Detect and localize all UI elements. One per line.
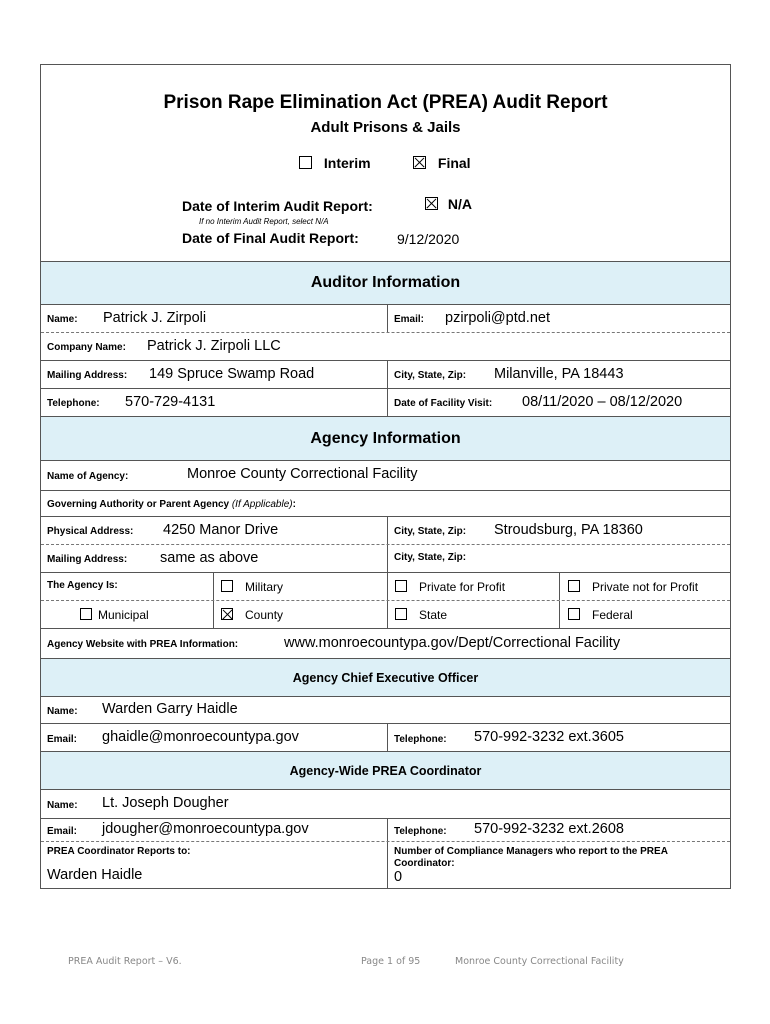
governing-authority-label: Governing Authority or Parent Agency (If Applicable): xyxy=(47,499,296,510)
ceo-section-title: Agency Chief Executive Officer xyxy=(292,670,479,685)
footer-facility: Monroe County Correctional Facility xyxy=(455,956,624,967)
ceo-name-row xyxy=(41,697,730,724)
coordinator-email-label: Email: xyxy=(47,826,78,837)
ceo-name: Warden Garry Haidle xyxy=(102,701,238,717)
auditor-phone-row xyxy=(41,389,730,417)
reports-to-label: PREA Coordinator Reports to: xyxy=(47,846,191,857)
company-label: Company Name: xyxy=(47,342,126,353)
coordinator-phone-label: Telephone: xyxy=(394,826,447,837)
private-profit-option[interactable]: Private for Profit xyxy=(395,580,505,594)
federal-checkbox[interactable] xyxy=(568,608,580,620)
ceo-phone: 570-992-3232 ext.3605 xyxy=(474,729,624,745)
coordinator-email: jdougher@monroecountypa.gov xyxy=(102,821,309,837)
agency-is-label: The Agency Is: xyxy=(47,580,118,591)
coordinator-section-title: Agency-Wide PREA Coordinator xyxy=(289,763,482,778)
auditor-mailing-address: 149 Spruce Swamp Road xyxy=(149,366,315,382)
na-label: N/A xyxy=(447,196,473,212)
date-final-value: 9/12/2020 xyxy=(397,231,460,247)
agency-type-row-1 xyxy=(41,573,730,601)
auditor-name: Patrick J. Zirpoli xyxy=(103,310,207,326)
federal-option[interactable]: Federal xyxy=(568,608,633,622)
ceo-phone-label: Telephone: xyxy=(394,734,447,745)
auditor-mailing-label: Mailing Address: xyxy=(47,370,128,381)
private-profit-checkbox[interactable] xyxy=(395,580,407,592)
agency-section-header xyxy=(41,417,730,461)
auditor-company-row xyxy=(41,333,730,361)
coordinator-phone: 570-992-3232 ext.2608 xyxy=(474,821,624,837)
report-title: Prison Rape Elimination Act (PREA) Audit Report xyxy=(163,92,608,113)
auditor-name-row xyxy=(41,305,730,333)
coordinator-name: Lt. Joseph Dougher xyxy=(102,795,229,811)
agency-csz-label: City, State, Zip: xyxy=(394,526,467,537)
managers-label-line-1: Number of Compliance Managers who report to the PREA xyxy=(394,846,668,857)
report-subtitle: Adult Prisons & Jails xyxy=(310,119,461,136)
auditor-email: pzirpoli@ptd.net xyxy=(445,310,550,326)
facility-visit-dates: 08/11/2020 – 08/12/2020 xyxy=(522,394,683,410)
ceo-section-header xyxy=(41,659,730,697)
ceo-email: ghaidle@monroecountypa.gov xyxy=(102,729,299,745)
municipal-option[interactable]: Municipal xyxy=(80,608,149,622)
company-name: Patrick J. Zirpoli LLC xyxy=(147,338,281,354)
physical-address-label: Physical Address: xyxy=(47,526,134,537)
interim-checkbox[interactable] xyxy=(299,156,312,169)
ceo-name-label: Name: xyxy=(47,706,78,717)
interim-option[interactable] xyxy=(299,155,371,171)
agency-name-label: Name of Agency: xyxy=(47,471,129,482)
footer-version: PREA Audit Report – V6. xyxy=(68,956,182,967)
interim-note: If no Interim Audit Report, select N/A xyxy=(199,217,329,226)
private-not-profit-checkbox[interactable] xyxy=(568,580,580,592)
audit-report-form xyxy=(40,64,731,889)
auditor-address-row xyxy=(41,361,730,389)
facility-visit-label: Date of Facility Visit: xyxy=(394,398,493,409)
agency-website[interactable]: www.monroecountypa.gov/Dept/Correctional Facility xyxy=(284,635,621,651)
auditor-section-header xyxy=(41,262,730,305)
agency-mailing-label: Mailing Address: xyxy=(47,554,128,565)
auditor-email-label: Email: xyxy=(394,314,425,325)
agency-type-row-2 xyxy=(41,601,730,629)
auditor-phone: 570-729-4131 xyxy=(125,394,216,410)
agency-mailing-row xyxy=(41,545,730,573)
coordinator-reports-row xyxy=(41,842,730,888)
interim-label: Interim xyxy=(323,155,371,171)
coordinator-section-header xyxy=(41,752,730,790)
agency-mailing-address: same as above xyxy=(160,550,259,566)
auditor-section-title: Auditor Information xyxy=(310,274,461,291)
military-option[interactable]: Military xyxy=(221,580,283,594)
ceo-contact-row xyxy=(41,724,730,752)
county-option[interactable]: County xyxy=(221,608,283,622)
military-checkbox[interactable] xyxy=(221,580,233,592)
final-label: Final xyxy=(437,155,471,171)
agency-name-row xyxy=(41,461,730,491)
reports-to: Warden Haidle xyxy=(47,867,143,883)
auditor-csz: Milanville, PA 18443 xyxy=(494,366,624,382)
date-interim-label: Date of Interim Audit Report: xyxy=(182,198,373,214)
date-final-label: Date of Final Audit Report: xyxy=(182,230,359,246)
final-option[interactable] xyxy=(413,155,471,171)
auditor-name-label: Name: xyxy=(47,314,78,325)
coordinator-name-row xyxy=(41,790,730,819)
footer-page-number: Page 1 of 95 xyxy=(361,956,421,967)
physical-address: 4250 Manor Drive xyxy=(163,522,279,538)
agency-website-row xyxy=(41,629,730,659)
agency-csz: Stroudsburg, PA 18360 xyxy=(494,522,643,538)
agency-website-label: Agency Website with PREA Information: xyxy=(47,639,239,650)
state-checkbox[interactable] xyxy=(395,608,407,620)
governing-authority-row xyxy=(41,491,730,517)
na-checkbox-checked[interactable] xyxy=(425,197,438,210)
managers-label-line-2: Coordinator: xyxy=(394,858,455,869)
managers-count: 0 xyxy=(394,869,403,885)
final-checkbox-checked[interactable] xyxy=(413,156,426,169)
na-option[interactable] xyxy=(425,196,472,212)
private-not-profit-option[interactable]: Private not for Profit xyxy=(568,580,698,594)
coordinator-name-label: Name: xyxy=(47,800,78,811)
ceo-email-label: Email: xyxy=(47,734,78,745)
agency-name: Monroe County Correctional Facility xyxy=(187,466,418,482)
physical-address-row xyxy=(41,517,730,545)
coordinator-contact-row xyxy=(41,819,730,842)
municipal-checkbox[interactable] xyxy=(80,608,92,620)
state-option[interactable]: State xyxy=(395,608,447,622)
county-checkbox-checked[interactable] xyxy=(221,608,233,620)
agency-csz2-label: City, State, Zip: xyxy=(394,552,467,563)
auditor-phone-label: Telephone: xyxy=(47,398,100,409)
auditor-csz-label: City, State, Zip: xyxy=(394,370,467,381)
report-header xyxy=(41,65,730,262)
agency-section-title: Agency Information xyxy=(310,429,461,447)
